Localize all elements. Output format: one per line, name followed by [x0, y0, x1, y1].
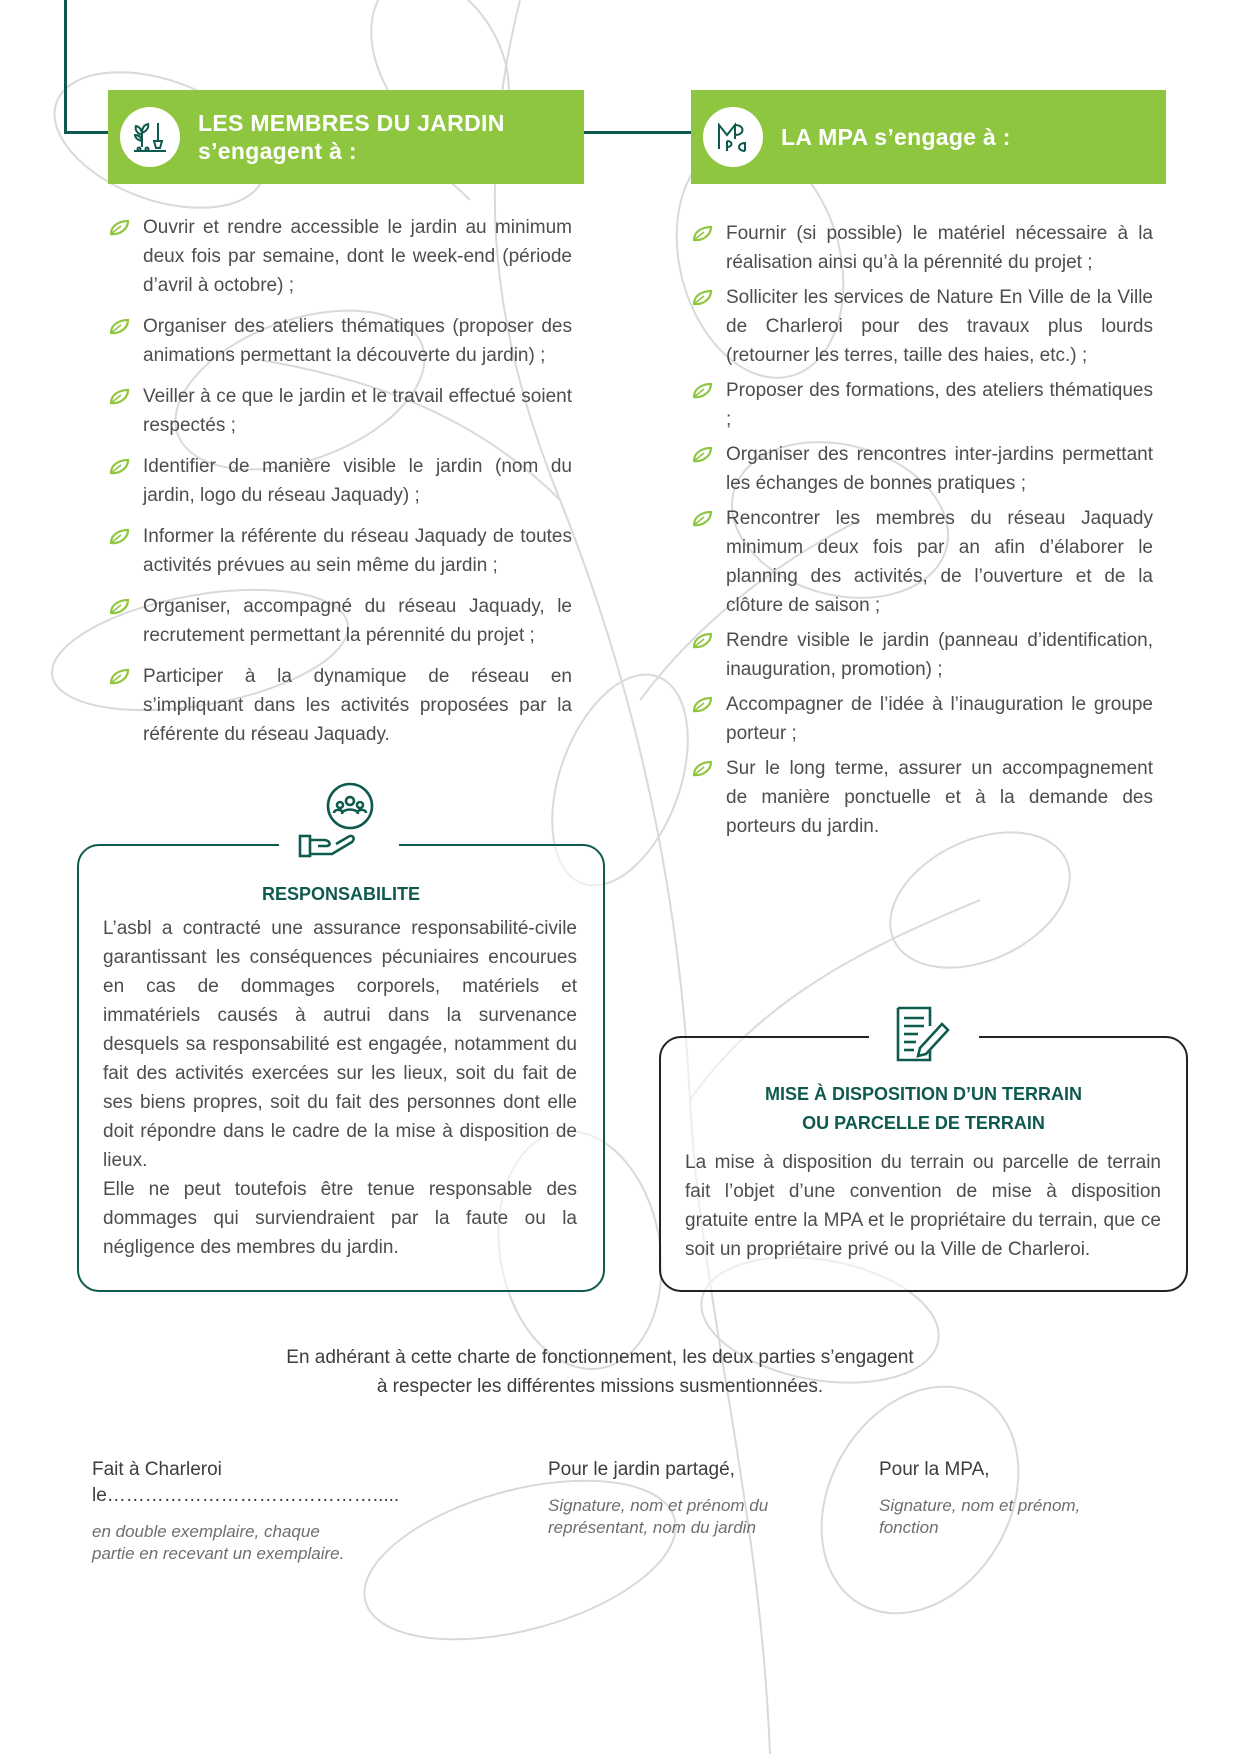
leaf-bullet-icon — [691, 632, 713, 650]
hand-group-icon — [296, 782, 380, 862]
list-item — [691, 504, 1153, 620]
leaf-bullet-icon — [108, 219, 130, 237]
signature-mpa-block — [879, 1457, 1109, 1539]
list-item-text: Fournir (si possible) le matériel nécessaire à la réalisation ainsi qu’à la pérennité du projet ; — [726, 223, 1153, 273]
signature-mpa-label: Pour la MPA, — [879, 1459, 990, 1480]
mpa-commitments-list — [691, 219, 1153, 847]
list-item — [108, 452, 572, 510]
responsibility-title: RESPONSABILITE — [261, 884, 421, 904]
list-item-text: Solliciter les services de Nature En Ville de la Ville de Charleroi pour des travaux plus lourds (retourner les terres, taille des haies, etc.) ; — [726, 287, 1153, 366]
land-provision-title-line1: MISE À DISPOSITION D’UN TERRAIN — [764, 1084, 1083, 1104]
list-item — [108, 522, 572, 580]
list-item-text: Rencontrer les membres du réseau Jaquady minimum deux fois par an afin d’élaborer le planning des activités, de l’ouverture et de la clôture de saison ; — [726, 508, 1153, 616]
list-item-text: Informer la référente du réseau Jaquady de toutes activités prévues au sein même du jardin ; — [143, 526, 572, 576]
leaf-bullet-icon — [691, 510, 713, 528]
mpa-commitment-banner — [691, 90, 1166, 184]
middle-decorative-line — [582, 131, 692, 134]
list-item — [108, 213, 572, 300]
land-provision-text: La mise à disposition du terrain ou parcelle de terrain fait l’objet d’une convention de mise à disposition gratuite entre la MPA et le propriétaire du terrain, que ce soit un propriétaire privé ou la Ville de Charleroi. — [685, 1152, 1161, 1260]
signature-garden-block — [548, 1457, 798, 1539]
land-provision-box — [659, 1036, 1188, 1292]
list-item-text: Rendre visible le jardin (panneau d’identification, inauguration, promotion) ; — [726, 630, 1153, 680]
list-item-text: Ouvrir et rendre accessible le jardin au minimum deux fois par semaine, dont le week-end (période d’avril à octobre) ; — [143, 217, 572, 296]
mpa-logo-icon — [703, 107, 763, 167]
list-item — [691, 754, 1153, 841]
list-item-text: Sur le long terme, assurer un accompagnement de manière ponctuelle et à la demande des porteurs du jardin. — [726, 758, 1153, 837]
corner-decorative-line — [64, 0, 67, 134]
leaf-bullet-icon — [691, 289, 713, 307]
leaf-bullet-icon — [691, 446, 713, 464]
members-banner-title-line1: LES MEMBRES DU JARDIN — [198, 110, 505, 136]
list-item-text: Identifier de manière visible le jardin (nom du jardin, logo du réseau Jaquady) ; — [143, 456, 572, 506]
list-item — [691, 219, 1153, 277]
list-item-text: Proposer des formations, des ateliers thématiques ; — [726, 380, 1153, 430]
leaf-bullet-icon — [691, 225, 713, 243]
responsibility-box — [77, 844, 605, 1292]
list-item — [691, 626, 1153, 684]
list-item — [108, 382, 572, 440]
list-item — [691, 440, 1153, 498]
leaf-bullet-icon — [108, 458, 130, 476]
closing-line-2: à respecter les différentes missions susmentionnées. — [376, 1376, 824, 1397]
list-item — [108, 662, 572, 749]
signature-place-line: Fait à Charleroi le……………………………………..... — [92, 1459, 400, 1506]
signature-place-note: en double exemplaire, chaque partie en recevant un exemplaire. — [92, 1522, 345, 1563]
land-provision-title-line2: OU PARCELLE DE TERRAIN — [802, 1113, 1045, 1133]
signature-garden-label: Pour le jardin partagé, — [548, 1459, 735, 1480]
leaf-bullet-icon — [108, 318, 130, 336]
signature-mpa-note: Signature, nom et prénom, fonction — [879, 1496, 1081, 1537]
list-item — [691, 690, 1153, 748]
list-item-text: Participer à la dynamique de réseau en s’impliquant dans les activités proposées par la référente du réseau Jaquady. — [143, 666, 572, 745]
list-item — [691, 283, 1153, 370]
list-item-text: Organiser des rencontres inter-jardins permettant les échanges de bonnes pratiques ; — [726, 444, 1153, 494]
closing-line-1: En adhérant à cette charte de fonctionnement, les deux parties s’engagent — [286, 1347, 914, 1368]
mpa-banner-title: LA MPA s’engage à : — [781, 124, 1011, 150]
responsibility-paragraph-2: Elle ne peut toutefois être tenue responsable des dommages qui surviendraient par la faute ou la négligence des membres du jardin. — [103, 1179, 577, 1258]
leaf-bullet-icon — [108, 668, 130, 686]
members-commitments-list — [108, 213, 572, 761]
garden-seedling-shovel-icon — [120, 107, 180, 167]
corner-decorative-line-horizontal — [64, 131, 112, 134]
list-item — [108, 592, 572, 650]
closing-statement — [250, 1343, 950, 1401]
members-commitment-banner — [108, 90, 584, 184]
leaf-bullet-icon — [691, 760, 713, 778]
list-item-text: Organiser des ateliers thématiques (proposer des animations permettant la découverte du jardin) ; — [143, 316, 572, 366]
document-pen-icon — [892, 1004, 952, 1064]
leaf-bullet-icon — [691, 696, 713, 714]
leaf-bullet-icon — [108, 528, 130, 546]
list-item-text: Veiller à ce que le jardin et le travail effectué soient respectés ; — [143, 386, 572, 436]
members-banner-title-line2: s’engagent à : — [198, 138, 357, 164]
leaf-bullet-icon — [108, 388, 130, 406]
leaf-bullet-icon — [691, 382, 713, 400]
list-item — [108, 312, 572, 370]
signature-garden-note: Signature, nom et prénom du représentant, nom du jardin — [548, 1496, 769, 1537]
signature-place-block — [92, 1457, 472, 1565]
list-item-text: Organiser, accompagné du réseau Jaquady, le recrutement permettant la pérennité du projet ; — [143, 596, 572, 646]
list-item-text: Accompagner de l’idée à l’inauguration le groupe porteur ; — [726, 694, 1153, 744]
list-item — [691, 376, 1153, 434]
leaf-bullet-icon — [108, 598, 130, 616]
responsibility-paragraph-1: L’asbl a contracté une assurance responsabilité-civile garantissant les conséquences pécuniaires encourues en cas de dommages corporels, matériels et immatériels causés à autrui dans la survenance desquels sa responsabilité est engagée, notamment du fait des activités exercées sur les lieux, soit du fait de ses biens propres, soit du fait des personnes dont elle doit répondre dans le cadre de la mise à disposition de lieux. — [103, 918, 577, 1171]
